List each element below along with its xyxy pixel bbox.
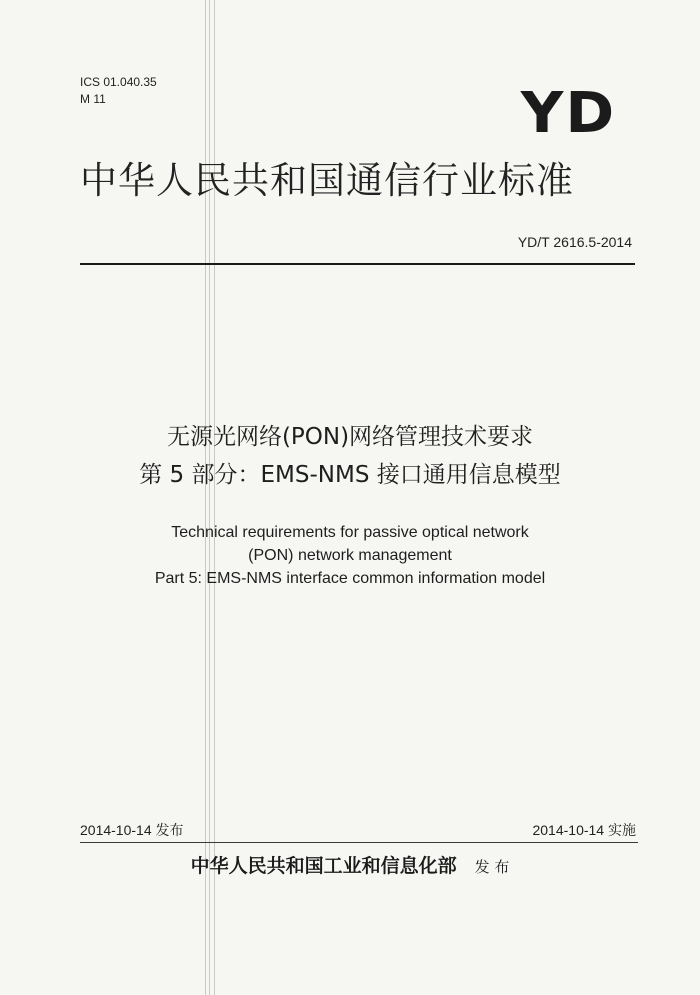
issue-date: 2014-10-14 发布: [80, 822, 184, 838]
scan-artifact-line: [205, 0, 206, 995]
publisher: [0, 852, 700, 881]
standard-type-title: 中华人民共和国通信行业标准: [80, 159, 574, 202]
header-divider: [80, 263, 635, 265]
title-en-line-3: Part 5: EMS-NMS interface common information model: [154, 570, 546, 587]
title-en-line-1: Technical requirements for passive optical network: [171, 524, 529, 541]
ics-code: ICS 01.040.35: [80, 75, 157, 89]
implementation-date: 2014-10-14 实施: [532, 822, 636, 838]
footer-divider: [80, 842, 638, 843]
title-cn-line-2: 第 5 部分：EMS-NMS 接口通用信息模型: [139, 462, 561, 488]
standard-number: YD/T 2616.5-2014: [517, 234, 632, 250]
scan-artifact-line: [214, 0, 215, 995]
publisher-name: 中华人民共和国工业和信息化部: [190, 855, 457, 877]
publisher-action: 发 布: [474, 858, 510, 876]
title-en-line-2: (PON) network management: [248, 547, 452, 564]
title-cn-line-1: 无源光网络(PON)网络管理技术要求: [166, 424, 534, 450]
scan-artifact-line: [209, 0, 210, 995]
document-title-english: [0, 521, 700, 590]
category-code: M 11: [80, 92, 106, 106]
classification-block: [80, 74, 157, 108]
yd-logo: YD: [520, 81, 617, 146]
document-title-chinese: [0, 418, 700, 494]
